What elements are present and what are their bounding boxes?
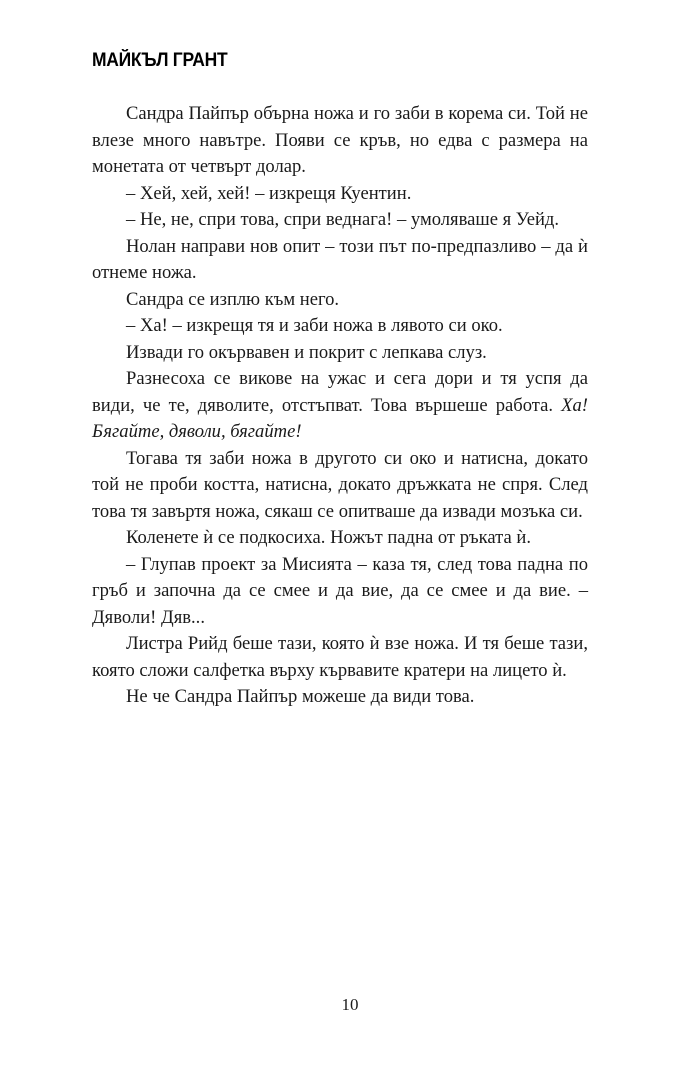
paragraph xyxy=(92,101,588,181)
paragraph-italic-text: Ха! Бягайте, дяволи, бягайте! xyxy=(92,394,588,442)
paragraph-text: Листра Рийд беше тази, която ѝ взе ножа. И тя беше тази, която сложи салфетка върху кървавите кратери на лицето ѝ. xyxy=(92,633,588,681)
paragraph xyxy=(92,366,588,446)
paragraph xyxy=(92,446,588,526)
paragraph xyxy=(92,287,588,314)
paragraph-text: Сандра Пайпър обърна ножа и го заби в корема си. Той не влезе много навътре. Появи се кръв, но едва с размера на монетата от четвърт долар. xyxy=(92,103,588,177)
paragraph-text: Коленете ѝ се подкосиха. Ножът падна от ръката ѝ. xyxy=(126,527,531,548)
paragraph-text: Нолан направи нов опит – този път по-предпазливо – да ѝ отнеме ножа. xyxy=(92,235,588,283)
paragraph xyxy=(92,552,588,632)
paragraph xyxy=(92,340,588,367)
paragraph xyxy=(92,313,588,340)
paragraph-text: Тогава тя заби ножа в другото си око и натисна, докато той не проби костта, натисна, докато дръжката не спря. След това тя завъртя ножа, сякаш се опитваше да извади мозъка си. xyxy=(92,447,588,522)
paragraph-text: Сандра се изплю към него. xyxy=(126,288,340,310)
paragraph-text: – Хей, хей, хей! – изкрещя Куентин. xyxy=(126,182,412,204)
paragraph xyxy=(92,181,588,208)
paragraph xyxy=(92,525,588,552)
paragraph-text: – Не, не, спри това, спри веднага! – умоляваше я Уейд. xyxy=(126,209,560,230)
paragraph xyxy=(92,234,588,287)
paragraph xyxy=(92,207,588,234)
paragraph xyxy=(92,684,588,711)
paragraph xyxy=(92,631,588,684)
running-header-author: МАЙКЪЛ ГРАНТ xyxy=(92,50,228,71)
body-text xyxy=(92,101,588,711)
paragraph-text: Не че Сандра Пайпър можеше да види това. xyxy=(126,686,475,707)
page-number: 10 xyxy=(341,995,359,1014)
paragraph-text: Извади го окървавен и покрит с лепкава слуз. xyxy=(126,341,487,363)
paragraph-text: – Ха! – изкрещя тя и заби ножа в лявото си око. xyxy=(126,315,503,336)
paragraph-text: – Глупав проект за Мисията – каза тя, след това падна по гръб и започна да се смее и да вие, да се смее и да вие. – Дяволи! Дяв... xyxy=(92,553,588,628)
paragraph-text: Разнесоха се викове на ужас и сега дори и тя успя да види, че те, дяволите, отстъпват. Това вършеше работа. xyxy=(92,368,588,416)
